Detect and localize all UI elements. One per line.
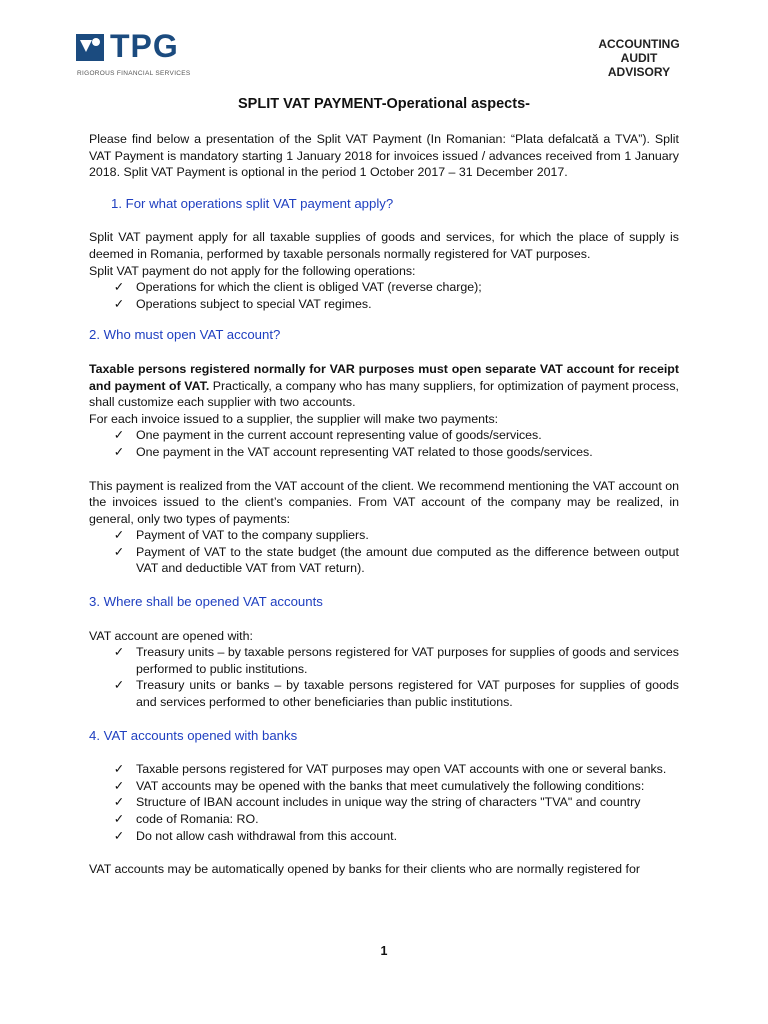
list-item: ✓ Treasury units or banks – by taxable persons registered for VAT purposes for supplies of goods and services performed to other beneficiaries than public institutions. xyxy=(113,678,679,710)
section-3-heading: 3. Where shall be opened VAT accounts xyxy=(89,594,323,610)
page-number: 1 xyxy=(380,944,388,958)
check-icon: ✓ xyxy=(113,444,125,459)
logo-mark-icon xyxy=(76,32,106,62)
section-4-list xyxy=(112,761,679,844)
list-item: ✓ VAT accounts may be opened with the banks that meet cumulatively the following conditions: xyxy=(113,778,645,793)
check-icon: ✓ xyxy=(113,428,125,443)
service-accounting: ACCOUNTING xyxy=(598,37,680,51)
check-icon: ✓ xyxy=(113,528,125,543)
section-1-paragraph: Split VAT payment apply for all taxable supplies of goods and services, for which the place of supply is deemed in Romania, performed by taxable personals normally registered for VAT purposes. xyxy=(89,230,679,261)
section-2-list-2 xyxy=(112,527,679,577)
document-title: SPLIT VAT PAYMENT-Operational aspects- xyxy=(238,96,530,112)
section-4-paragraph: VAT accounts may be automatically opened by banks for their clients who are normally registered for xyxy=(89,862,640,877)
section-1-heading: 1. For what operations split VAT payment apply? xyxy=(111,195,394,211)
list-item: ✓ Payment of VAT to the state budget (the amount due computed as the difference between output VAT and deductible VAT from VAT return). xyxy=(113,544,679,576)
check-icon: ✓ xyxy=(113,678,125,693)
section-2-paragraph-3: This payment is realized from the VAT account of the client. We recommend mentioning the VAT account on the invoices issued to the client’s companies. From VAT account of the company may be realized, in general, only two types of payments: xyxy=(89,478,679,526)
services-label xyxy=(594,37,684,79)
section-1-list xyxy=(112,279,679,312)
intro-paragraph: Please find below a presentation of the Split VAT Payment (In Romanian: “Plata defalcată a TVA”). Split VAT Payment is mandatory starting 1 January 2018 for invoices issued / advances received from 1 January 2018. Split VAT Payment is optional in the period 1 October 2017 – 31 December 2017. xyxy=(89,132,679,180)
check-icon: ✓ xyxy=(113,645,125,660)
tpg-logo xyxy=(76,28,206,80)
section-2-paragraph: Taxable persons registered normally for VAR purposes must open separate VAT account for receipt and payment of VAT. Practically, a company who has many suppliers, for optimization of payment process, shall customize each supplier with two accounts. xyxy=(89,361,679,410)
section-1-paragraph-2: Split VAT payment do not apply for the following operations: xyxy=(89,263,416,278)
section-2-paragraph-2: For each invoice issued to a supplier, the supplier will make two payments: xyxy=(89,411,499,426)
list-item: ✓ Taxable persons registered for VAT purposes may open VAT accounts with one or several banks. xyxy=(113,762,667,777)
check-icon: ✓ xyxy=(113,778,125,793)
page-header xyxy=(0,0,768,90)
section-2-heading: 2. Who must open VAT account? xyxy=(89,327,281,343)
service-audit: AUDIT xyxy=(620,51,658,65)
check-icon: ✓ xyxy=(113,280,125,295)
check-icon: ✓ xyxy=(113,828,125,843)
check-icon: ✓ xyxy=(113,296,125,311)
list-item: ✓ Do not allow cash withdrawal from this account. xyxy=(113,828,398,843)
check-icon: ✓ xyxy=(113,812,125,826)
list-item: ✓ Treasury units – by taxable persons registered for VAT purposes for supplies of goods and services performed to public institutions. xyxy=(113,645,679,676)
list-item: ✓ code of Romania: RO. xyxy=(113,812,259,826)
section-3-list xyxy=(112,644,679,710)
check-icon: ✓ xyxy=(113,762,125,777)
check-icon: ✓ xyxy=(113,544,125,559)
service-advisory: ADVISORY xyxy=(607,65,671,79)
list-item: ✓ One payment in the current account representing value of goods/services. xyxy=(113,428,542,443)
section-3-paragraph: VAT account are opened with: xyxy=(89,628,253,643)
logo-tagline: RIGOROUS FINANCIAL SERVICES xyxy=(77,70,191,77)
list-item: ✓ Operations subject to special VAT regimes. xyxy=(113,296,372,311)
list-item: ✓ Operations for which the client is obliged VAT (reverse charge); xyxy=(113,280,482,295)
document-body xyxy=(89,131,679,878)
check-icon: ✓ xyxy=(113,795,125,810)
list-item: ✓ Payment of VAT to the company suppliers. xyxy=(113,528,369,543)
list-item: ✓ One payment in the VAT account representing VAT related to those goods/services. xyxy=(113,444,593,459)
section-2-list xyxy=(112,427,679,460)
section-4-heading: 4. VAT accounts opened with banks xyxy=(89,727,298,743)
list-item: ✓ Structure of IBAN account includes in unique way the string of characters "TVA" and country xyxy=(113,795,641,810)
logo-text: TPG xyxy=(110,28,179,64)
